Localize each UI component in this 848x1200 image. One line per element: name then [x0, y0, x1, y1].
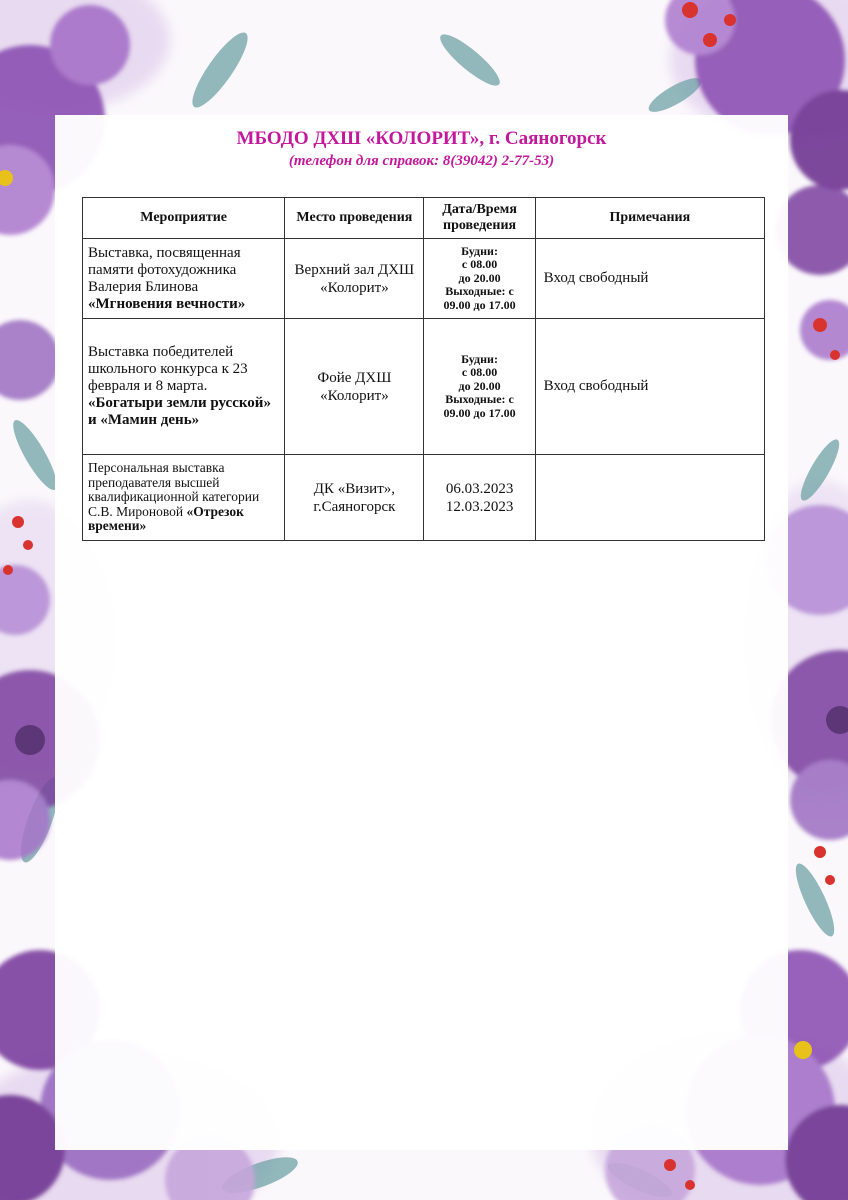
table-row: [83, 455, 765, 541]
event-cell: [83, 455, 285, 541]
event-name: «Мгновения вечности»: [88, 295, 246, 312]
date-line: до 20.00: [458, 270, 501, 285]
note-cell: [535, 455, 764, 541]
place-cell: Верхний зал ДХШ «Колорит»: [285, 239, 424, 319]
event-cell: [83, 239, 285, 319]
date-line: Будни:: [461, 351, 498, 366]
table-row: [83, 319, 765, 455]
event-description: Персональная выставка преподавателя высшей квалификационной категории С.В. Мироновой: [88, 460, 260, 519]
date-line: 06.03.2023: [445, 480, 514, 497]
note-cell: Вход свободный: [535, 319, 764, 455]
contact-phone: (телефон для справок: 8(39042) 2-77-53): [288, 153, 555, 169]
events-table: [82, 197, 765, 541]
page-title: МБОДО ДХШ «КОЛОРИТ», г. Саяногорск: [236, 128, 607, 149]
table-header-row: [83, 198, 765, 239]
place-cell: Фойе ДХШ «Колорит»: [285, 319, 424, 455]
date-line: 12.03.2023: [445, 498, 514, 515]
date-cell: [424, 319, 535, 455]
date-line: Выходные: с: [445, 392, 514, 407]
event-description: Выставка, посвященная памяти фотохудожника Валерия Блинова: [88, 244, 241, 295]
page-header: [55, 127, 788, 171]
column-header-place: Место проведения: [285, 198, 424, 239]
content-panel: [55, 115, 788, 1150]
date-line: Выходные: с: [445, 284, 514, 299]
event-description: Выставка победителей школьного конкурса к 23 февраля и 8 марта.: [88, 344, 248, 394]
event-name: «Отрезок времени»: [88, 503, 244, 534]
date-line: с 08.00: [461, 257, 498, 272]
event-cell: [83, 319, 285, 455]
date-line: с 08.00: [461, 365, 498, 380]
date-line: Будни:: [461, 243, 498, 258]
column-header-date: Дата/Время проведения: [424, 198, 535, 239]
date-line: 09.00 до 17.00: [443, 297, 516, 312]
date-cell: [424, 239, 535, 319]
date-cell: [424, 455, 535, 541]
place-cell: ДК «Визит», г.Саяногорск: [285, 455, 424, 541]
table-row: [83, 239, 765, 319]
event-name: «Богатыри земли русской» и «Мамин день»: [88, 395, 271, 428]
date-line: 09.00 до 17.00: [443, 405, 516, 420]
column-header-notes: Примечания: [535, 198, 764, 239]
date-line: до 20.00: [458, 378, 501, 393]
column-header-event: Мероприятие: [83, 198, 285, 239]
note-cell: Вход свободный: [535, 239, 764, 319]
